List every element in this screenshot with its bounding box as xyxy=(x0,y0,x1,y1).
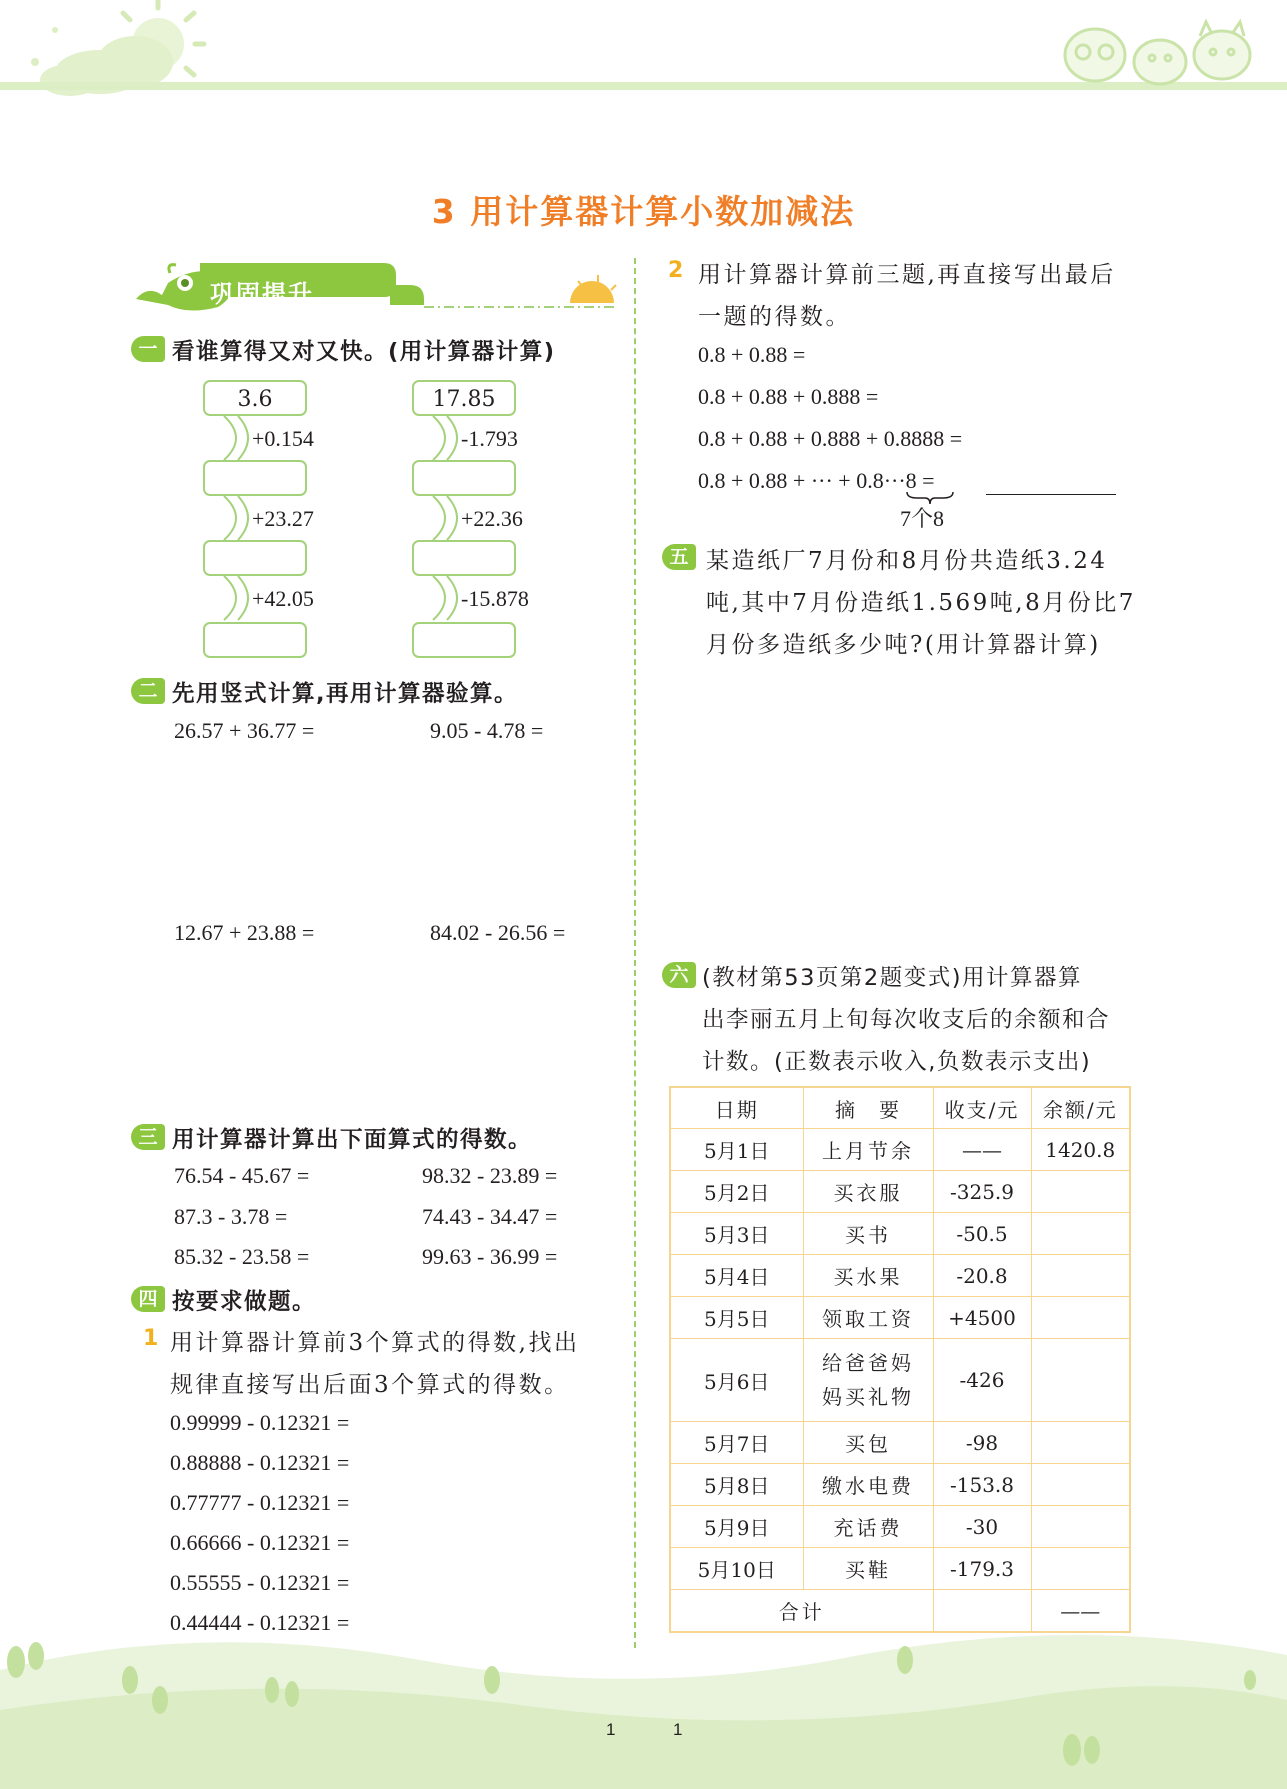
table-row xyxy=(670,1171,1130,1213)
brace-label: 7个8 xyxy=(900,506,945,531)
equation: 12.67 + 23.88 = xyxy=(174,920,315,945)
table-header-row xyxy=(670,1087,1130,1129)
amount-cell: +4500 xyxy=(933,1297,1031,1339)
equation: 0.88888 - 0.12321 = xyxy=(170,1450,350,1475)
summary-cell: 充话费 xyxy=(803,1506,933,1548)
sub-question-number: 2 xyxy=(668,258,684,283)
question-number: 六 xyxy=(662,962,696,988)
equation: 0.8 + 0.88 = xyxy=(698,342,806,367)
sub-question-text: 用计算器计算前3个算式的得数,找出 xyxy=(170,1330,580,1356)
amount-cell: -426 xyxy=(933,1339,1031,1422)
chain-operation: +22.36 xyxy=(461,506,523,531)
balance-cell[interactable] xyxy=(1031,1548,1130,1590)
balance-cell: 1420.8 xyxy=(1031,1129,1130,1171)
balance-cell[interactable] xyxy=(1031,1297,1130,1339)
equation: 0.44444 - 0.12321 = xyxy=(170,1610,350,1635)
chain-operation: -15.878 xyxy=(461,586,529,611)
equation: 0.8 + 0.88 + ··· + 0.8···8 = xyxy=(698,468,935,493)
balance-cell[interactable] xyxy=(1031,1213,1130,1255)
balance-cell[interactable] xyxy=(1031,1506,1130,1548)
header-decoration xyxy=(0,0,1287,110)
date-cell: 5月9日 xyxy=(670,1506,803,1548)
table-row xyxy=(670,1548,1130,1590)
chain-operation: -1.793 xyxy=(461,426,518,451)
page-title: 3 用计算器计算小数加减法 xyxy=(431,192,856,231)
amount-cell: -50.5 xyxy=(933,1213,1031,1255)
answer-line[interactable] xyxy=(986,494,1116,495)
question-title: 按要求做题。 xyxy=(172,1289,317,1315)
date-cell: 5月10日 xyxy=(670,1548,803,1590)
equation: 84.02 - 26.56 = xyxy=(430,920,566,945)
page-number: 1 xyxy=(673,1720,683,1739)
total-balance-cell: —— xyxy=(1031,1590,1130,1633)
table-row xyxy=(670,1213,1130,1255)
amount-cell: -153.8 xyxy=(933,1464,1031,1506)
summary-cell: 买书 xyxy=(803,1213,933,1255)
table-row xyxy=(670,1506,1130,1548)
question-text: 出李丽五月上旬每次收支后的余额和合 xyxy=(702,1007,1111,1033)
question-number: 四 xyxy=(131,1286,165,1312)
question-title: 看谁算得又对又快。(用计算器计算) xyxy=(172,339,556,365)
chain-start-box: 3.6 xyxy=(203,380,307,416)
summary-cell: 给爸爸妈妈买礼物 xyxy=(803,1339,933,1422)
column-header: 日期 xyxy=(670,1087,803,1129)
sub-question-text: 一题的得数。 xyxy=(698,304,851,330)
summary-cell: 领取工资 xyxy=(803,1297,933,1339)
question-number: 二 xyxy=(131,678,165,704)
summary-cell: 买鞋 xyxy=(803,1548,933,1590)
equation: 98.32 - 23.89 = xyxy=(422,1163,558,1188)
ledger-table xyxy=(669,1086,1131,1633)
table-row xyxy=(670,1422,1130,1464)
question-number: 五 xyxy=(662,544,696,570)
date-cell: 5月8日 xyxy=(670,1464,803,1506)
balance-cell[interactable] xyxy=(1031,1339,1130,1422)
equation: 26.57 + 36.77 = xyxy=(174,718,315,743)
sub-question-number: 1 xyxy=(143,1326,159,1351)
summary-cell: 买包 xyxy=(803,1422,933,1464)
date-cell: 5月3日 xyxy=(670,1213,803,1255)
question-text: 某造纸厂7月份和8月份共造纸3.24 xyxy=(706,548,1108,574)
chain-operation: +0.154 xyxy=(252,426,314,451)
equation: 74.43 - 34.47 = xyxy=(422,1204,558,1229)
table-row xyxy=(670,1297,1130,1339)
answer-box[interactable] xyxy=(412,460,516,496)
equation: 0.8 + 0.88 + 0.888 + 0.8888 = xyxy=(698,426,963,451)
equation: 0.77777 - 0.12321 = xyxy=(170,1490,350,1515)
answer-box[interactable] xyxy=(203,622,307,658)
amount-cell: —— xyxy=(933,1129,1031,1171)
answer-box[interactable] xyxy=(203,460,307,496)
answer-box[interactable] xyxy=(203,540,307,576)
equation: 9.05 - 4.78 = xyxy=(430,718,544,743)
date-cell: 5月4日 xyxy=(670,1255,803,1297)
question-text: 吨,其中7月份造纸1.569吨,8月份比7 xyxy=(706,590,1136,616)
equation: 0.8 + 0.88 + 0.888 = xyxy=(698,384,879,409)
date-cell: 5月6日 xyxy=(670,1339,803,1422)
date-cell: 5月7日 xyxy=(670,1422,803,1464)
balance-cell[interactable] xyxy=(1031,1464,1130,1506)
amount-cell: -325.9 xyxy=(933,1171,1031,1213)
column-header: 摘 要 xyxy=(803,1087,933,1129)
date-cell: 5月1日 xyxy=(670,1129,803,1171)
table-row xyxy=(670,1339,1130,1422)
date-cell: 5月2日 xyxy=(670,1171,803,1213)
footer-landscape xyxy=(0,1600,1287,1789)
balance-cell[interactable] xyxy=(1031,1255,1130,1297)
banner-label: 巩固提升 xyxy=(210,280,314,308)
summary-cell: 缴水电费 xyxy=(803,1464,933,1506)
section-banner xyxy=(128,255,618,315)
star-icon xyxy=(31,27,58,66)
question-number: 三 xyxy=(131,1124,165,1150)
sub-question-text: 规律直接写出后面3个算式的得数。 xyxy=(170,1372,570,1398)
summary-cell: 上月节余 xyxy=(803,1129,933,1171)
table-row xyxy=(670,1255,1130,1297)
amount-cell: -20.8 xyxy=(933,1255,1031,1297)
table-row xyxy=(670,1129,1130,1171)
question-text: (教材第53页第2题变式)用计算器算 xyxy=(702,965,1083,991)
page-number: 1 xyxy=(606,1720,616,1739)
table-row xyxy=(670,1464,1130,1506)
summary-cell: 买水果 xyxy=(803,1255,933,1297)
amount-cell: -98 xyxy=(933,1422,1031,1464)
sunset-icon xyxy=(570,275,616,303)
equation: 99.63 - 36.99 = xyxy=(422,1244,558,1269)
equation: 76.54 - 45.67 = xyxy=(174,1163,310,1188)
question-number: 一 xyxy=(131,336,165,362)
equation: 0.99999 - 0.12321 = xyxy=(170,1410,350,1435)
summary-cell: 买衣服 xyxy=(803,1171,933,1213)
balance-cell[interactable] xyxy=(1031,1422,1130,1464)
chain-operation: +42.05 xyxy=(252,586,314,611)
answer-box[interactable] xyxy=(412,540,516,576)
balance-cell[interactable] xyxy=(1031,1171,1130,1213)
column-divider xyxy=(634,258,636,1648)
question-text: 月份多造纸多少吨?(用计算器计算) xyxy=(706,632,1101,658)
equation: 87.3 - 3.78 = xyxy=(174,1204,288,1229)
amount-cell: -30 xyxy=(933,1506,1031,1548)
question-title: 用计算器计算出下面算式的得数。 xyxy=(172,1127,533,1153)
equation: 0.66666 - 0.12321 = xyxy=(170,1530,350,1555)
question-title: 先用竖式计算,再用计算器验算。 xyxy=(172,681,519,707)
total-label: 合计 xyxy=(670,1590,933,1633)
date-cell: 5月5日 xyxy=(670,1297,803,1339)
chain-start-box: 17.85 xyxy=(412,380,516,416)
equation: 0.55555 - 0.12321 = xyxy=(170,1570,350,1595)
sub-question-text: 用计算器计算前三题,再直接写出最后 xyxy=(698,262,1116,288)
column-header: 收支/元 xyxy=(933,1087,1031,1129)
amount-cell: -179.3 xyxy=(933,1548,1031,1590)
question-text: 计数。(正数表示收入,负数表示支出) xyxy=(702,1049,1092,1075)
answer-box[interactable] xyxy=(412,622,516,658)
column-header: 余额/元 xyxy=(1031,1087,1130,1129)
equation: 85.32 - 23.58 = xyxy=(174,1244,310,1269)
animal-mascots-icon xyxy=(1065,22,1250,84)
chain-operation: +23.27 xyxy=(252,506,314,531)
